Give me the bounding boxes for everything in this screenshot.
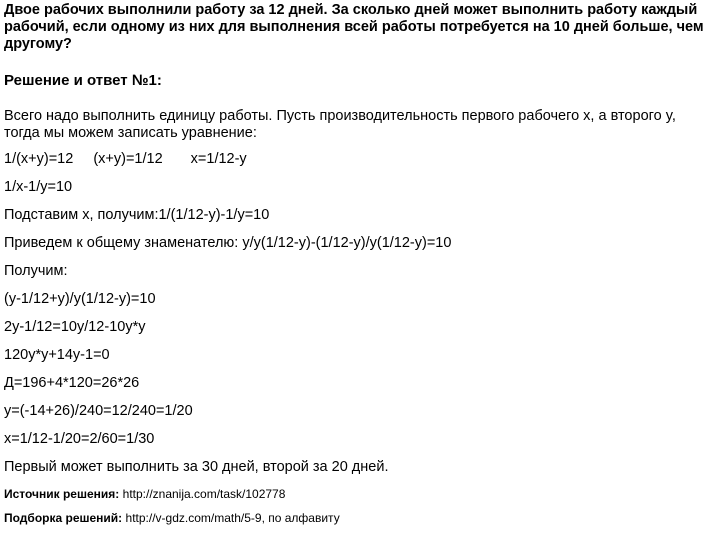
- problem-statement: Двое рабочих выполнили работу за 12 дней. За сколько дней может выполнить работу каждый рабочий, если одному из них для выполнения всей работы потребуется на 10 дней больше, чем другому?: [4, 2, 704, 52]
- final-answer-line: Первый может выполнить за 30 дней, второй за 20 дней.: [4, 459, 389, 475]
- equation-1b: (x+y)=1/12: [93, 151, 163, 167]
- step-3-line: 120y*y+14y-1=0: [4, 347, 110, 363]
- step-1-line: (y-1/12+y)/y(1/12-y)=10: [4, 291, 156, 307]
- collection-line: [4, 511, 340, 525]
- solution-intro: Всего надо выполнить единицу работы. Пусть производительность первого рабочего x, а второго y, тогда мы можем записать уравнение:: [4, 108, 676, 141]
- answer-heading: Решение и ответ №1:: [4, 72, 162, 89]
- x-value-line: x=1/12-1/20=2/60=1/30: [4, 431, 155, 447]
- get-line: Получим:: [4, 263, 68, 279]
- equation-1a: 1/(x+y)=12: [4, 151, 74, 167]
- step-2-line: 2y-1/12=10y/12-10y*y: [4, 319, 146, 335]
- collection-label: Подборка решений:: [4, 511, 123, 525]
- common-denominator-line: Приведем к общему знаменателю: y/y(1/12-y)-(1/12-y)/y(1/12-y)=10: [4, 235, 452, 251]
- discriminant-line: Д=196+4*120=26*26: [4, 375, 140, 391]
- equation-1c: x=1/12-y: [190, 151, 247, 167]
- source-label: Источник решения:: [4, 487, 120, 501]
- equation-line-2: 1/x-1/y=10: [4, 179, 73, 195]
- source-line: [4, 487, 285, 501]
- source-link[interactable]: http://znanija.com/task/102778: [122, 487, 286, 501]
- equation-line-1: [4, 151, 247, 168]
- y-value-line: y=(-14+26)/240=12/240=1/20: [4, 403, 193, 419]
- collection-link[interactable]: http://v-gdz.com/math/5-9, по алфавиту: [125, 511, 340, 525]
- substitute-line: Подставим x, получим:1/(1/12-y)-1/y=10: [4, 207, 270, 223]
